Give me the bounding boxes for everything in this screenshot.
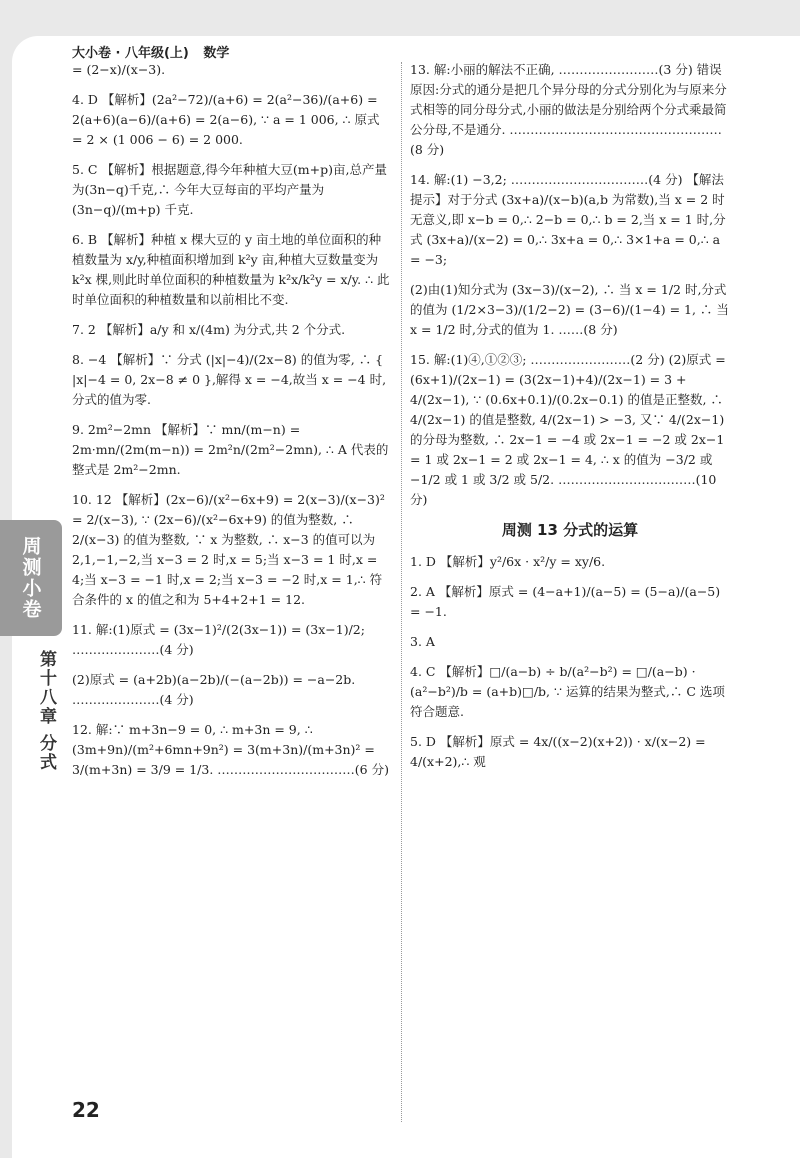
chapter-label: 第十八章 分式 bbox=[36, 650, 56, 772]
answer-item: 6. B 【解析】种植 x 棵大豆的 y 亩土地的单位面积的种植数量为 x/y,种植面积增加到 k²y 亩,种植大豆数量变为 k²x 棵,则此时单位面积的种植数量为 k²x/k²y = x/y. ∴ 此时单位面积的种植数量和以前相比不变. bbox=[72, 232, 390, 307]
answer-item: 3. A bbox=[410, 634, 435, 649]
section-title: 周测 13 分式的运算 bbox=[501, 521, 639, 539]
right-column bbox=[410, 60, 730, 782]
answer-item: = (2−x)/(x−3). bbox=[72, 62, 166, 77]
answer-item: 9. 2m²−2mn 【解析】∵ mn/(m−n) = 2m·mn/(2m(m−n)) = 2m²n/(2m²−2mn), ∴ A 代表的整式是 2m²−2mn. bbox=[72, 422, 389, 477]
answer-item: 2. A 【解析】原式 = (4−a+1)/(a−5) = (5−a)/(a−5) = −1. bbox=[410, 584, 721, 619]
side-tab: 周测小卷 bbox=[0, 520, 62, 636]
answer-item: 4. D 【解析】(2a²−72)/(a+6) = 2(a²−36)/(a+6) = 2(a+6)(a−6)/(a+6) = 2(a−6), ∵ a = 1 006, ∴ 原式 = 2 × (1 006 − 6) = 2 000. bbox=[72, 92, 380, 147]
answer-item: (2)由(1)知分式为 (3x−3)/(x−2), ∴ 当 x = 1/2 时,分式的值为 (1/2×3−3)/(1/2−2) = (3−6)/(1−4) = 1, ∴ 当 x = 1/2 时,分式的值为 1. ……(8 分) bbox=[410, 282, 729, 337]
book-title: 大小卷 · 八年级(上) bbox=[72, 46, 189, 61]
answer-item: 15. 解:(1)④,①②③; ……………………(2 分) (2)原式 = (6x+1)/(2x−1) = (3(2x−1)+4)/(2x−1) = 3 + 4/(2x−1), ∵ (0.6x+0.1)/(0.2x−0.1) 的值是正整数, ∴ 4/(2x−1) 的值是整数, 4/(2x−1) > −3, 又∵ 4/(2x−1) 的分母为整数, ∴ 2x−1 = −4 或 2x−1 = −2 或 2x−1 = 1 或 2x−1 = 2 或 2x−1 = 4, ∴ x 的值为 −3/2 或 −1/2 或 1 或 3/2 或 5/2. ……………………………(10 分) bbox=[410, 352, 726, 507]
answer-item: 4. C 【解析】□/(a−b) ÷ b/(a²−b²) = □/(a−b) · (a²−b²)/b = (a+b)□/b, ∵ 运算的结果为整式,∴ C 选项符合题意. bbox=[410, 664, 725, 719]
column-divider bbox=[401, 62, 402, 1122]
answer-item: 1. D 【解析】y²/6x · x²/y = xy/6. bbox=[410, 554, 606, 569]
answer-item: 14. 解:(1) −3,2; ……………………………(4 分) 【解法提示】对于分式 (3x+a)/(x−b)(a,b 为常数),当 x = 2 时无意义,即 x−b = 0,∴ 2−b = 0,∴ b = 2,当 x = 1 时,分式 (3x+a)/(x−2) = 0,∴ 3x+a = 0,∴ 3×1+a = 0,∴ a = −3; bbox=[410, 172, 726, 267]
answer-item: (2)原式 = (a+2b)(a−2b)/(−(a−2b)) = −a−2b. …………………(4 分) bbox=[72, 672, 356, 707]
left-column bbox=[72, 60, 390, 790]
page-header bbox=[72, 42, 239, 61]
answer-item: 5. C 【解析】根据题意,得今年种植大豆(m+p)亩,总产量为(3n−q)千克,∴ 今年大豆每亩的平均产量为 (3n−q)/(m+p) 千克. bbox=[72, 162, 387, 217]
answer-item: 10. 12 【解析】(2x−6)/(x²−6x+9) = 2(x−3)/(x−3)² = 2/(x−3), ∵ (2x−6)/(x²−6x+9) 的值为整数, ∴ 2/(x−3) 的值为整数, ∵ x 为整数, ∴ x−3 的值可以为 2,1,−1,−2,当 x−3 = 2 时,x = 5;当 x−3 = 1 时,x = 4;当 x−3 = −1 时,x = 2;当 x−3 = −2 时,x = 1,∴ 符合条件的 x 的值之和为 5+4+2+1 = 12. bbox=[72, 492, 385, 607]
answer-item: 11. 解:(1)原式 = (3x−1)²/(2(3x−1)) = (3x−1)/2; …………………(4 分) bbox=[72, 622, 365, 657]
answer-item: 5. D 【解析】原式 = 4x/((x−2)(x+2)) · x/(x−2) = 4/(x+2),∴ 观 bbox=[410, 734, 706, 769]
subject-label: 数学 bbox=[203, 46, 230, 61]
answer-item: 12. 解:∵ m+3n−9 = 0, ∴ m+3n = 9, ∴ (3m+9n)/(m²+6mn+9n²) = 3(m+3n)/(m+3n)² = 3/(m+3n) = 3/9 = 1/3. ……………………………(6 分) bbox=[72, 722, 389, 777]
answer-item: 7. 2 【解析】a/y 和 x/(4m) 为分式,共 2 个分式. bbox=[72, 322, 346, 337]
answer-item: 8. −4 【解析】∵ 分式 (|x|−4)/(2x−8) 的值为零, ∴ { |x|−4 = 0, 2x−8 ≠ 0 },解得 x = −4,故当 x = −4 时,分式的值为零. bbox=[72, 352, 387, 407]
answer-item: 13. 解:小丽的解法不正确, ……………………(3 分) 错误原因:分式的通分是把几个异分母的分式分别化为与原来分式相等的同分母分式,小丽的做法是分别给两个分式乘最简公分母,不是通分. ……………………………………………(8 分) bbox=[410, 62, 727, 157]
page-number: 22 bbox=[72, 1098, 100, 1122]
